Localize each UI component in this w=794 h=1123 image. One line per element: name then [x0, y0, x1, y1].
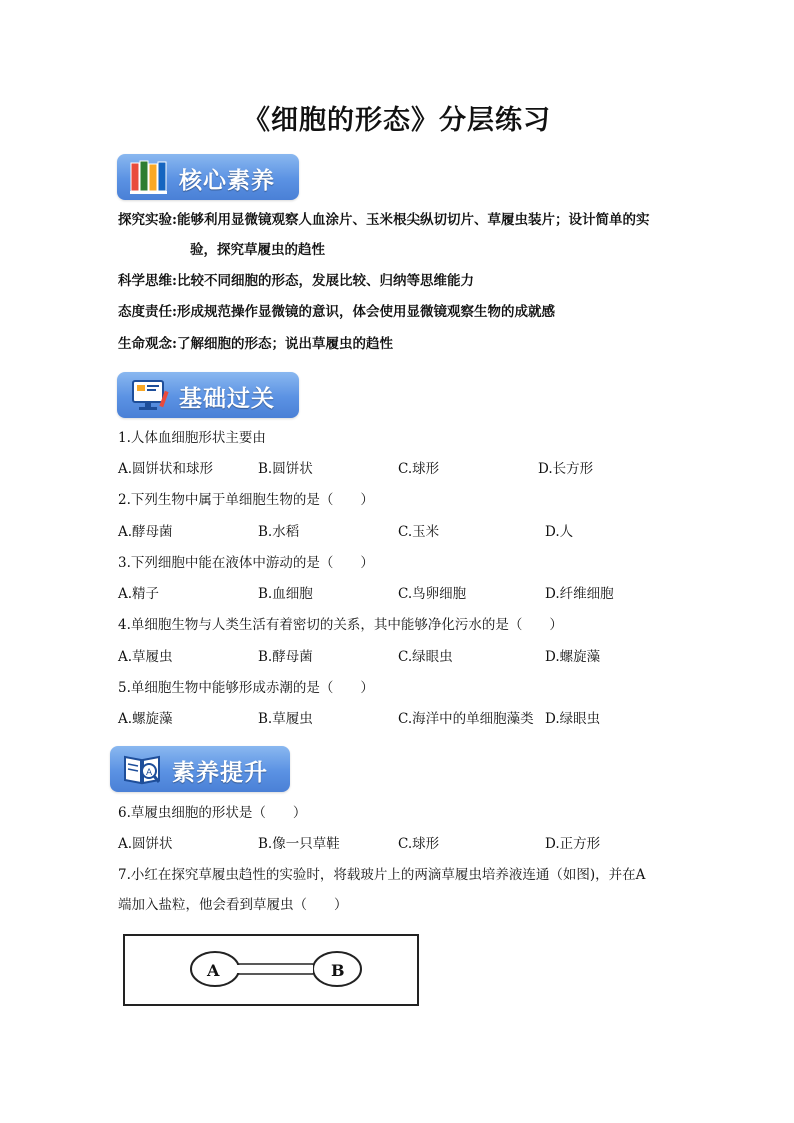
- question-5-stem: 5.单细胞生物中能够形成赤潮的是（ ）: [118, 680, 374, 696]
- question-6-option-c: C.球形: [398, 836, 440, 852]
- section-banner-basic: [117, 372, 299, 418]
- question-4-option-d: D.螺旋藻: [545, 649, 601, 665]
- svg-text:A: A: [146, 768, 153, 778]
- question-1-option-a: A.圆饼状和球形: [118, 461, 214, 477]
- question-5-option-b: B.草履虫: [258, 711, 313, 727]
- question-3-stem: 3.下列细胞中能在液体中游动的是（ ）: [118, 555, 374, 571]
- question-6-option-b: B.像一只草鞋: [258, 836, 340, 852]
- question-3-option-c: C.鸟卵细胞: [398, 586, 467, 602]
- section-heading: 素养提升: [172, 760, 268, 786]
- question-1-option-b: B.圆饼状: [258, 461, 313, 477]
- book-magnifier-icon: [122, 751, 162, 787]
- core-item-1: 探究实验:能够利用显微镜观察人血涂片、玉米根尖纵切切片、草履虫装片；设计简单的实: [118, 212, 650, 228]
- question-2-option-b: B.水稻: [258, 524, 300, 540]
- question-7-stem-cont: 端加入盐粒，他会看到草履虫（ ）: [118, 897, 348, 913]
- computer-icon: [129, 377, 169, 413]
- core-item-2: 科学思维:比较不同细胞的形态，发展比较、归纳等思维能力: [118, 273, 474, 289]
- drop-label-a: A: [207, 961, 220, 980]
- page-title: 《细胞的形态》分层练习: [243, 105, 551, 136]
- slide-diagram: [123, 934, 419, 1006]
- drop-label-b: B: [331, 961, 345, 980]
- question-2-option-a: A.酵母菌: [118, 524, 173, 540]
- question-4-option-b: B.酵母菌: [258, 649, 313, 665]
- question-3-option-a: A.精子: [118, 586, 160, 602]
- question-4-option-c: C.绿眼虫: [398, 649, 453, 665]
- section-heading: 基础过关: [179, 386, 275, 412]
- question-5-option-d: D.绿眼虫: [545, 711, 601, 727]
- question-6-option-a: A.圆饼状: [118, 836, 173, 852]
- question-3-option-d: D.纤维细胞: [545, 586, 614, 602]
- question-6-stem: 6.草履虫细胞的形状是（ ）: [118, 805, 307, 821]
- question-1-option-d: D.长方形: [538, 461, 594, 477]
- question-1-option-c: C.球形: [398, 461, 440, 477]
- question-6-option-d: D.正方形: [545, 836, 601, 852]
- books-icon: [129, 159, 169, 195]
- question-2-stem: 2.下列生物中属于单细胞生物的是（ ）: [118, 492, 374, 508]
- question-1-stem: 1.人体血细胞形状主要由: [118, 430, 266, 446]
- question-5-option-a: A.螺旋藻: [118, 711, 173, 727]
- question-2-option-c: C.玉米: [398, 524, 440, 540]
- question-3-option-b: B.血细胞: [258, 586, 313, 602]
- question-5-option-c: C.海洋中的单细胞藻类: [398, 711, 534, 727]
- question-4-stem: 4.单细胞生物与人类生活有着密切的关系，其中能够净化污水的是（ ）: [118, 617, 563, 633]
- section-banner-advanced: [110, 746, 290, 792]
- question-7-stem: 7.小红在探究草履虫趋性的实验时，将载玻片上的两滴草履虫培养液连通（如图)，并在A: [118, 867, 646, 883]
- question-4-option-a: A.草履虫: [118, 649, 173, 665]
- section-banner-core: [117, 154, 299, 200]
- core-item-1-cont: 验，探究草履虫的趋性: [190, 242, 325, 258]
- question-2-option-d: D.人: [545, 524, 574, 540]
- core-item-3: 态度责任:形成规范操作显微镜的意识，体会使用显微镜观察生物的成就感: [118, 304, 555, 320]
- section-heading: 核心素养: [179, 168, 275, 194]
- connected-drops-figure: [125, 936, 417, 1004]
- core-item-4: 生命观念:了解细胞的形态；说出草履虫的趋性: [118, 336, 393, 352]
